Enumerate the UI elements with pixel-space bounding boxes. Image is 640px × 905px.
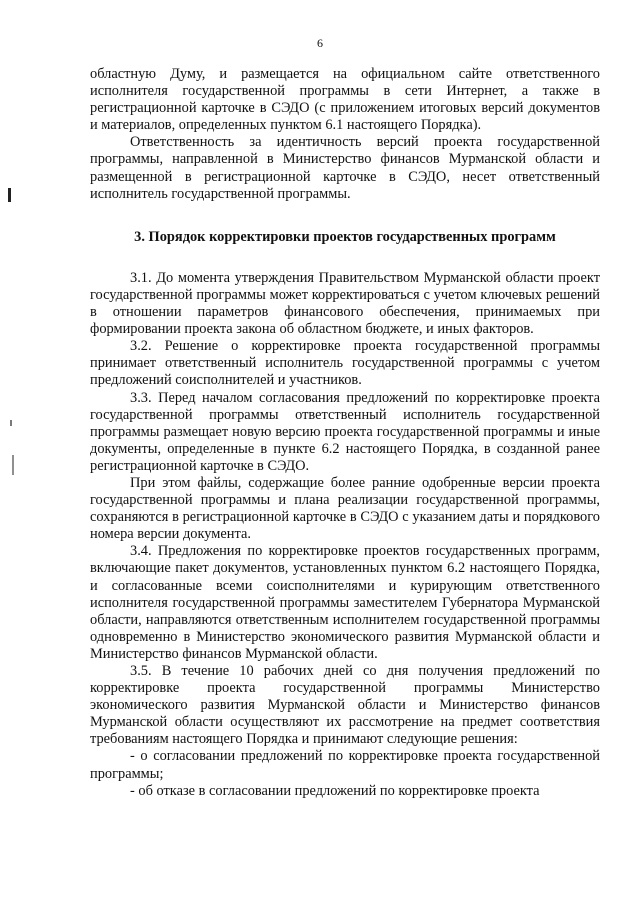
clause-3-3: 3.3. Перед началом согласования предложений по корректировке проекта государственной программы ответственный исполнитель государственной программы размещает новую версию проекта государственной программы и иные документы, определенные в пункте 6.2 настоящего Порядка, в созданной ранее регистрационной карточке в СЭДО. [90, 389, 600, 474]
section-heading: 3. Порядок корректировки проектов государственных программ [134, 228, 556, 245]
paragraph-responsibility: Ответственность за идентичность версий проекта государственной программы, направленной в Министерство финансов Мурманской области и размещенной в регистрационной карточке в СЭДО, несет ответственный исполнитель государственной программы. [90, 134, 600, 202]
clause-3-2: 3.2. Решение о корректировке проекта государственной программы принимает ответственный исполнитель государственной программы с учетом предложений соисполнителей и участников. [90, 338, 600, 389]
scan-mark-lower [12, 455, 14, 475]
clause-3-3-note: При этом файлы, содержащие более ранние одобренные версии проекта государственной программы и плана реализации государственной программы, сохраняются в регистрационной карточке в СЭДО с указанием даты и порядкового номера версии документа. [90, 474, 600, 543]
paragraph-continued: областную Думу, и размещается на официальном сайте ответственного исполнителя государственной программы в сети Интернет, а также в регистрационной карточке в СЭДО (с приложением итоговых версий документов и материалов, определенных пунктом 6.1 настоящего Порядка). [90, 66, 600, 134]
clause-3-4: 3.4. Предложения по корректировке проектов государственных программ, включающие пакет документов, установленных пунктом 6.2 настоящего Порядка, и согласованные всеми соисполнителями и курирующим ответственного исполнителя государственной программы заместителем Губернатора Мурманской области, направляются ответственным исполнителем государственной программы одновременно в Министерство экономического развития Мурманской области и Министерство финансов Мурманской области. [90, 543, 600, 662]
clause-3-1: 3.1. До момента утверждения Правительством Мурманской области проект государственной программы может корректироваться с учетом ключевых решений в отношении параметров финансового обеспечения, принимаемых при формировании проекта закона об областном бюджете, и иных факторов. [90, 269, 600, 338]
scan-mark-top [8, 188, 11, 202]
document-body [90, 66, 600, 800]
scan-mark-middle [10, 420, 12, 426]
clause-3-5: 3.5. В течение 10 рабочих дней со дня получения предложений по корректировке проекта государственной программы Министерство экономического развития Мурманской области и Министерство финансов Мурманской области осуществляют их рассмотрение на предмет соответствия требованиям настоящего Порядка и принимают следующие решения: [90, 663, 600, 748]
decision-item-refuse: - об отказе в согласовании предложений по корректировке проекта [130, 782, 540, 799]
page-number: 6 [317, 36, 323, 50]
decision-item-approve: - о согласовании предложений по корректировке проекта государственной программы; [90, 748, 600, 782]
